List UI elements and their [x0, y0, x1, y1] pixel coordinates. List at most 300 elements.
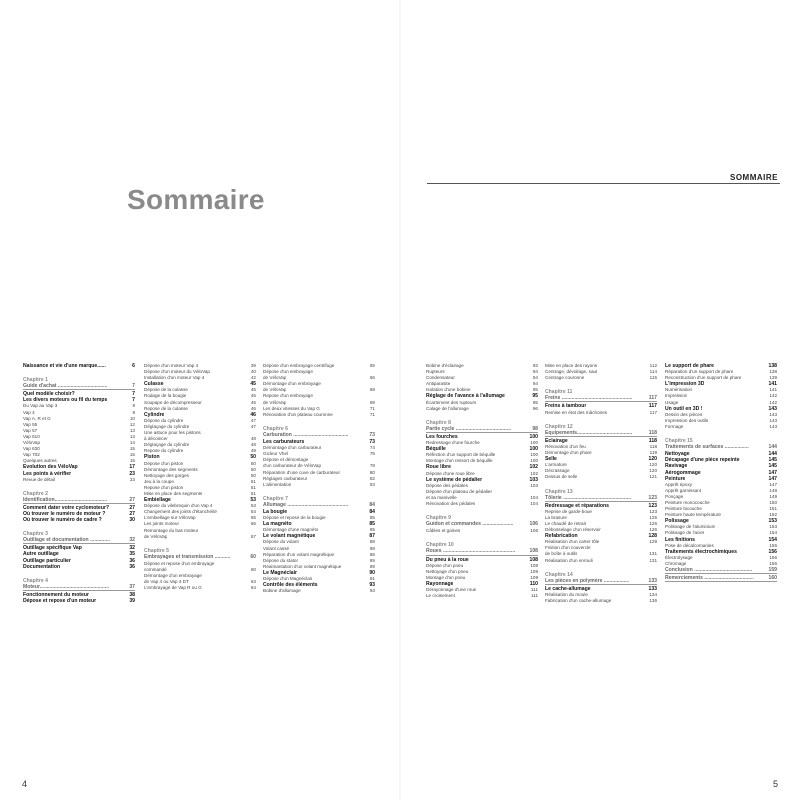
header-label: SOMMAIRE	[730, 173, 778, 182]
toc-entry-title: et sa manivelle	[426, 494, 457, 500]
toc-entry-title: Numérisation	[665, 387, 693, 393]
toc-entry-page: 46	[250, 405, 256, 411]
toc-entry-page: 53	[250, 497, 256, 504]
toc-entry-title: Moteur.................................................	[23, 583, 110, 590]
toc-subsection-entry	[263, 482, 375, 488]
toc-entry-page: 100	[529, 446, 538, 453]
toc-chapter-title	[23, 537, 135, 544]
toc-entry-title: Dessin des pièces	[665, 411, 703, 417]
toc-entry-title: Fabrication d'un cache-allumage	[545, 598, 612, 603]
toc-entry-page: 120	[649, 468, 657, 474]
toc-entry-title: Démontage des segments	[144, 466, 198, 472]
toc-entry-title: Dépose et repose de la bougie	[263, 515, 326, 521]
toc-entry-page: 100	[530, 440, 538, 446]
toc-entry-page: 118	[648, 437, 657, 444]
toc-entry-page: 91	[369, 576, 375, 581]
toc-entry-title: Quelques autres	[23, 458, 57, 464]
toc-entry-title: Chapitre 7	[263, 495, 288, 502]
toc-entry-page: 47	[250, 423, 256, 429]
toc-entry-page: 94	[532, 375, 538, 381]
toc-entry-title: Quel modèle choisir?	[23, 391, 75, 398]
toc-entry-page: 80	[369, 469, 375, 475]
toc-entry-page: 108	[530, 562, 538, 568]
toc-entry-title: Impression des outils	[665, 417, 709, 423]
toc-entry-title: Équipements.......................................	[545, 429, 633, 436]
toc-entry-page: 111	[531, 593, 538, 599]
toc-entry-page: 154	[769, 530, 777, 536]
toc-entry-page: 98	[532, 425, 538, 432]
toc-entry-title: Réglages carburateur	[263, 475, 308, 481]
toc-entry-page: 115	[649, 375, 657, 381]
toc-entry-page: 32	[129, 545, 135, 552]
toc-entry-title: Peinture haute température	[665, 512, 721, 518]
toc-column-5	[545, 363, 657, 604]
toc-entry-title: Dépose d'un moteur du VéloVap	[144, 369, 210, 375]
toc-subsection-entry	[263, 412, 375, 418]
toc-entry-title: Gicleur Vhel	[263, 451, 289, 457]
toc-entry-page: 100	[529, 433, 538, 440]
toc-entry-page: 126	[649, 527, 657, 533]
toc-entry-title: Reprise de garde-boue	[545, 508, 592, 514]
toc-entry-page: 51	[250, 490, 256, 496]
toc-entry-page: 103	[529, 476, 538, 483]
toc-entry-page: 110	[529, 580, 538, 587]
toc-entry-page: 37	[129, 583, 135, 590]
toc-entry-title: Carburation .......................................	[263, 431, 349, 438]
toc-entry-title: Dépose et démontage	[263, 457, 309, 463]
toc-entry-title: Polissage	[665, 518, 689, 525]
toc-entry-title: La brasure	[545, 514, 567, 520]
toc-chapter-title	[665, 567, 777, 574]
toc-entry-title: Les joints moteur	[144, 521, 179, 527]
toc-chapter-title	[23, 383, 135, 390]
toc-entry-title: Comment dater votre cyclomoteur?	[23, 504, 110, 511]
toc-entry-page: 9	[132, 409, 135, 415]
toc-entry-title: Polissage de l'aluminium	[665, 524, 716, 530]
toc-entry-page: 71	[369, 405, 375, 411]
toc-entry-page: 50	[250, 466, 256, 472]
toc-entry-title: Changement des joints d'étanchéité	[144, 509, 217, 515]
toc-entry-title: Outillage spécifique Vap	[23, 545, 82, 552]
toc-subsection-entry	[545, 375, 657, 381]
toc-entry-page: 123	[649, 508, 657, 514]
toc-entry-title: Dépose d'un embrayage	[263, 369, 313, 375]
toc-entry-page: 109	[530, 568, 538, 574]
toc-entry-page: 119	[649, 450, 657, 456]
toc-entry-title: Réfection d'un support de béquille	[426, 452, 496, 458]
toc-entry-page: 136	[649, 598, 657, 603]
toc-entry-page: 123	[648, 502, 657, 509]
toc-entry-title: Selle	[545, 456, 557, 463]
toc-entry-title: Rayonnage	[426, 580, 454, 587]
toc-subsection-entry	[545, 410, 657, 416]
toc-entry-page: 60	[250, 567, 256, 572]
toc-entry-title: Rénovation d'un feu	[545, 443, 586, 449]
toc-entry-page: 108	[529, 548, 538, 555]
toc-chapter-title	[144, 554, 256, 560]
toc-entry-title: Les pièces en polymère ..................	[545, 577, 630, 584]
toc-entry-title: Électrolysage	[665, 554, 693, 560]
toc-entry-page: 7	[132, 391, 135, 398]
toc-entry-page: 73	[369, 439, 375, 446]
toc-entry-page: 120	[648, 456, 657, 463]
toc-entry-page: 71	[369, 411, 375, 417]
toc-entry-page: 117	[649, 409, 657, 415]
toc-entry-title: Chapitre 1	[23, 377, 48, 384]
toc-entry-title: Embiellage	[144, 497, 171, 504]
toc-entry-page: 125	[649, 514, 657, 520]
toc-entry-title: L'embiellage sur VéloVap	[144, 515, 196, 521]
toc-entry-title: Dépose du vilebrequin d'un Vap 4	[144, 503, 213, 509]
toc-entry-page: 143	[768, 405, 777, 412]
toc-entry-title: Reconstruction d'un support de phare	[665, 375, 742, 381]
toc-entry-title: Allumage ...........................................	[263, 501, 349, 508]
toc-entry-title: Vap 610	[23, 433, 40, 439]
toc-entry-page: 93	[532, 363, 538, 368]
toc-entry-title: Rénovation des pédales	[426, 500, 476, 506]
toc-entry-title: Dépose d'une roue libre	[426, 470, 475, 476]
toc-entry-title: Le croisement	[426, 593, 455, 599]
toc-entry-page: 85	[369, 515, 375, 521]
toc-entry-title: Remontage du bas moteur	[144, 527, 199, 533]
toc-entry-title: Bobine d'éclairage	[426, 363, 464, 368]
toc-entry-title: Traitements électrochimiques	[665, 548, 737, 555]
toc-entry-page: 65	[369, 363, 375, 368]
toc-entry-title: Repose du cylindre	[144, 448, 184, 454]
toc-subsection-entry	[426, 501, 538, 507]
toc-entry-title: Documentation	[23, 563, 61, 570]
toc-entry-title: Chromage	[665, 560, 687, 566]
toc-entry-title: Les points à vérifier	[23, 470, 72, 477]
toc-entry-title: commandé	[144, 567, 167, 572]
toc-entry-page: 95	[532, 393, 538, 400]
toc-entry-title: Usage	[665, 399, 679, 405]
toc-entry-page: 55	[250, 515, 256, 521]
toc-entry-page: 126	[649, 520, 657, 526]
toc-subsection-entry	[144, 534, 256, 540]
toc-entry-title: Démontage d'un embrayage	[263, 381, 321, 387]
toc-entry-title: Rupteurs	[426, 369, 445, 375]
toc-entry-page: 49	[250, 448, 256, 454]
toc-entry-page: 50	[250, 460, 256, 466]
toc-entry-page: 30	[129, 517, 135, 524]
toc-entry-title: Embrayages et transmission ...........	[144, 553, 231, 560]
toc-entry-page: 141	[768, 381, 777, 388]
toc-entry-title: Chapitre 4	[23, 577, 48, 584]
toc-entry-page: 48	[250, 442, 256, 448]
toc-entry-page: 147	[768, 475, 777, 482]
toc-entry-page: 68	[369, 387, 375, 393]
toc-entry-title: Dépose d'un plateau de pédalier	[426, 488, 493, 494]
toc-entry-title: Refabrication	[545, 533, 578, 540]
toc-entry-title: Dépose d'un piston	[144, 460, 184, 466]
toc-entry-title: Les carburateurs	[263, 439, 305, 446]
toc-entry-page: 96	[532, 405, 538, 411]
toc-chapter-title	[545, 430, 657, 437]
toc-entry-page: 36	[129, 557, 135, 564]
toc-entry-title: VéloVap	[23, 440, 41, 446]
toc-entry-page: 48	[250, 436, 256, 442]
toc-entry-title: Vap 55	[23, 421, 38, 427]
toc-entry-page: 145	[768, 457, 777, 464]
toc-chapter-title	[426, 548, 538, 555]
toc-column-3	[263, 363, 375, 594]
toc-section-entry	[23, 517, 135, 523]
toc-entry-page: 88	[369, 539, 375, 545]
toc-entry-page: 133	[648, 577, 657, 584]
toc-entry-page: 151	[769, 506, 777, 512]
toc-entry-title: Chapitre 5	[144, 547, 169, 554]
toc-entry-title: Câbles et gaines	[426, 528, 461, 534]
toc-subsection-entry	[665, 424, 777, 430]
toc-entry-page: 7	[132, 383, 135, 390]
toc-entry-title: Chapitre 8	[426, 419, 451, 426]
toc-entry-page: 16	[129, 458, 135, 464]
toc-entry-page: 13	[129, 427, 135, 433]
toc-section-entry	[23, 363, 135, 369]
toc-entry-title: Traitements de surfaces .................	[665, 444, 749, 451]
toc-chapter-title	[426, 426, 538, 433]
toc-entry-title: L'impression 3D	[665, 381, 705, 388]
left-page-number: 4	[22, 779, 28, 789]
toc-entry-title: Du pneu à la roue	[426, 556, 469, 563]
toc-entry-title: Fonctionnement du moteur	[23, 591, 89, 598]
toc-entry-page: 106	[530, 528, 538, 534]
toc-entry-page: 69	[369, 399, 375, 405]
toc-entry-page: 159	[768, 567, 777, 573]
toc-entry-title: Déglaçage du cylindre	[144, 423, 190, 429]
toc-entry-title: Réparation d'un volant magnétique	[263, 551, 335, 557]
toc-entry-page: 102	[529, 464, 538, 471]
toc-entry-title: Réparation d'une cuve de carburateur	[263, 469, 340, 475]
toc-entry-title: Antiparasite	[426, 381, 451, 387]
toc-entry-page: 39	[250, 363, 256, 368]
toc-entry-page: 153	[768, 518, 777, 525]
toc-entry-title: Calage de l'allumage	[426, 405, 469, 411]
toc-entry-title: Chapitre 11	[545, 389, 573, 396]
toc-entry-title: Repose d'un piston	[144, 484, 184, 490]
toc-entry-title: Ponçage	[665, 493, 684, 499]
toc-entry-page: 144	[768, 444, 777, 451]
toc-entry-title: Cylindre	[144, 411, 165, 418]
toc-entry-title: Écartement des rupteurs	[426, 399, 477, 405]
toc-entry-title: Peinture bicouche	[665, 506, 702, 512]
book-gutter	[399, 0, 401, 800]
toc-entry-title: Impression	[665, 393, 688, 399]
toc-entry-title: Dessus de selle	[545, 474, 578, 480]
toc-entry-title: Peinture monocouche	[665, 499, 710, 505]
toc-entry-page: 12	[129, 421, 135, 427]
toc-entry-title: Condensateur	[426, 375, 455, 381]
toc-entry-page: 13	[129, 433, 135, 439]
toc-entry-page: 131	[649, 551, 657, 557]
toc-entry-page: 17	[129, 464, 135, 471]
toc-entry-title: Dépose d'un moteur Vap 4	[144, 363, 199, 368]
toc-entry-page: 76	[369, 451, 375, 457]
toc-entry-page: 118	[648, 429, 657, 436]
toc-chapter-title	[263, 502, 375, 508]
toc-subsection-entry	[545, 558, 657, 564]
toc-entry-title: Vap 57	[23, 427, 38, 433]
toc-entry-page: 14	[129, 440, 135, 446]
toc-entry-page: 46	[250, 411, 256, 418]
toc-entry-page: 50	[250, 472, 256, 478]
toc-entry-page: 143	[769, 411, 777, 417]
toc-entry-title: Vap A, R et G	[23, 415, 51, 421]
toc-chapter-title	[23, 584, 135, 591]
toc-entry-title: Bobine d'allumage	[263, 588, 301, 594]
toc-entry-page: 88	[369, 551, 375, 557]
toc-entry-page: 143	[769, 417, 777, 423]
toc-entry-title: Mise en place des segments	[144, 490, 203, 496]
toc-entry-page: 93	[369, 588, 375, 594]
toc-entry-page: 45	[250, 393, 256, 399]
toc-entry-page: 89	[369, 557, 375, 563]
toc-entry-page: 84	[369, 508, 375, 515]
toc-entry-page: 145	[768, 463, 777, 470]
toc-entry-title: Remerciements ...................................	[665, 575, 754, 582]
toc-entry-page: 32	[129, 537, 135, 544]
toc-entry-page: 74	[369, 445, 375, 451]
toc-entry-page: 87	[369, 533, 375, 540]
toc-entry-page: 45	[250, 387, 256, 393]
toc-entry-title: Du Vap au Vap 3	[23, 403, 58, 409]
toc-entry-page: 142	[769, 393, 777, 399]
toc-entry-page: 88	[369, 545, 375, 551]
toc-entry-title: Réalisation du moule	[545, 591, 588, 597]
toc-entry-page: 27	[129, 504, 135, 511]
toc-section-entry	[23, 598, 135, 604]
page-title: Sommaire	[127, 184, 265, 215]
toc-entry-title: Dépose du volant	[263, 539, 299, 545]
toc-entry-title: Volant cassé	[263, 545, 290, 551]
toc-subsection-entry	[545, 474, 657, 480]
toc-entry-title: de VéloVap	[144, 533, 168, 539]
toc-entry-page: 8	[132, 403, 135, 409]
toc-entry-title: Dépose du cylindre	[144, 417, 184, 423]
toc-entry-page: 121	[649, 474, 657, 480]
toc-entry-title: Le cache-allumage	[545, 585, 591, 592]
toc-entry-page: 123	[648, 494, 657, 501]
toc-entry-title: Nettoyage	[665, 451, 690, 458]
toc-entry-page: 51	[250, 478, 256, 484]
toc-entry-page: 94	[532, 369, 538, 375]
toc-entry-page: 153	[769, 524, 777, 530]
toc-entry-title: Où trouver le numéro de moteur ?	[23, 510, 106, 517]
toc-chapter-title	[665, 444, 777, 450]
toc-entry-page: 149	[769, 493, 777, 499]
toc-column-2	[144, 363, 256, 591]
toc-entry-page: 134	[649, 591, 657, 597]
toc-entry-page: 147	[769, 481, 777, 487]
toc-entry-title: Chapitre 3	[23, 531, 48, 538]
toc-entry-page: 117	[648, 395, 657, 402]
toc-entry-title: Outillage particulier	[23, 557, 71, 564]
toc-entry-title: Roue libre	[426, 464, 451, 471]
toc-entry-title: Roues ...................................................	[426, 548, 516, 555]
toc-entry-title: Dépose et repose d'un moteur	[23, 598, 97, 604]
toc-entry-title: Le Magnéclair	[263, 569, 297, 576]
toc-entry-page: 118	[649, 443, 657, 449]
toc-entry-page: 90	[369, 569, 375, 576]
toc-entry-page: 7	[132, 397, 135, 404]
toc-entry-title: Freins ..................................................	[545, 395, 633, 402]
toc-entry-title: Peinture	[665, 475, 686, 482]
toc-entry-title: Installation d'un moteur Vap 4	[144, 375, 205, 381]
toc-entry-title: Centrage, dévoilage, saut	[545, 369, 598, 375]
toc-entry-title: Repose de la culasse	[144, 405, 188, 411]
toc-entry-title: L'alimentation	[263, 481, 292, 487]
toc-entry-page: 66	[369, 375, 375, 381]
toc-entry-page: 106	[529, 521, 538, 528]
toc-entry-title: Chapitre 13	[545, 488, 573, 495]
toc-entry-page: 95	[532, 399, 538, 405]
toc-entry-title: Réalisation d'un carter tôle	[545, 539, 600, 545]
toc-entry-page: 156	[769, 554, 777, 560]
toc-entry-title: Dépose et repose d'un embrayage	[144, 560, 215, 566]
toc-entry-page: 6	[132, 363, 135, 369]
toc-entry-title: Vap 4	[23, 409, 35, 415]
toc-subsection-entry	[545, 598, 657, 604]
toc-entry-page: 120	[649, 462, 657, 468]
toc-entry-title: Le chaudé de retrait	[545, 520, 586, 526]
toc-entry-page: 60	[250, 553, 256, 560]
toc-entry-page: 160	[768, 575, 777, 582]
toc-entry-title: Partie cycle .......................................	[426, 425, 511, 432]
toc-entry-title: Apprêt garnissant	[665, 487, 702, 493]
toc-entry-page: 27	[129, 496, 135, 503]
toc-entry-page: 102	[530, 470, 538, 476]
toc-entry-title: Centrage couronne	[545, 375, 585, 381]
toc-column-1	[23, 363, 135, 604]
toc-subsection-entry	[426, 528, 538, 534]
toc-entry-page: 10	[129, 415, 135, 421]
toc-entry-page: 154	[768, 536, 777, 543]
toc-entry-page: 155	[769, 542, 777, 548]
toc-entry-title: Vap 702	[23, 452, 40, 458]
toc-entry-title: Autre outillage	[23, 551, 59, 558]
toc-entry-page: 23	[129, 470, 135, 477]
toc-entry-title: Pose de décalcomanies	[665, 542, 714, 548]
toc-entry-page: 129	[649, 539, 657, 545]
toc-entry-page: 27	[129, 510, 135, 517]
toc-entry-page: 64	[250, 585, 256, 591]
toc-chapter-title	[665, 575, 777, 582]
toc-entry-page: 142	[769, 399, 777, 405]
toc-entry-title: Soupape de décompresseur	[144, 399, 202, 405]
toc-entry-page: 100	[530, 458, 538, 464]
toc-subsection-entry	[426, 593, 538, 599]
toc-entry-title: Contrôle des éléments	[263, 582, 318, 589]
toc-entry-page: 112	[649, 363, 657, 368]
toc-entry-title: Vap 630	[23, 446, 40, 452]
toc-entry-title: de VéloVap	[263, 387, 287, 393]
toc-entry-title: Chapitre 12	[545, 423, 573, 430]
toc-chapter-title	[545, 495, 657, 502]
toc-entry-page: 156	[769, 560, 777, 566]
toc-entry-title: Polissage de l'acier	[665, 530, 705, 536]
toc-subsection-entry	[426, 406, 538, 412]
toc-entry-page: 15	[129, 452, 135, 458]
toc-subsection-entry	[263, 588, 375, 594]
toc-chapter-title	[545, 395, 657, 402]
toc-entry-page: 73	[369, 431, 375, 438]
toc-entry-page: 82	[369, 475, 375, 481]
toc-entry-title: Démontage d'un phare	[545, 450, 592, 456]
toc-entry-title: La magnéto	[263, 521, 292, 528]
toc-chapter-title	[545, 578, 657, 585]
toc-entry-title: Chapitre 2	[23, 490, 48, 497]
